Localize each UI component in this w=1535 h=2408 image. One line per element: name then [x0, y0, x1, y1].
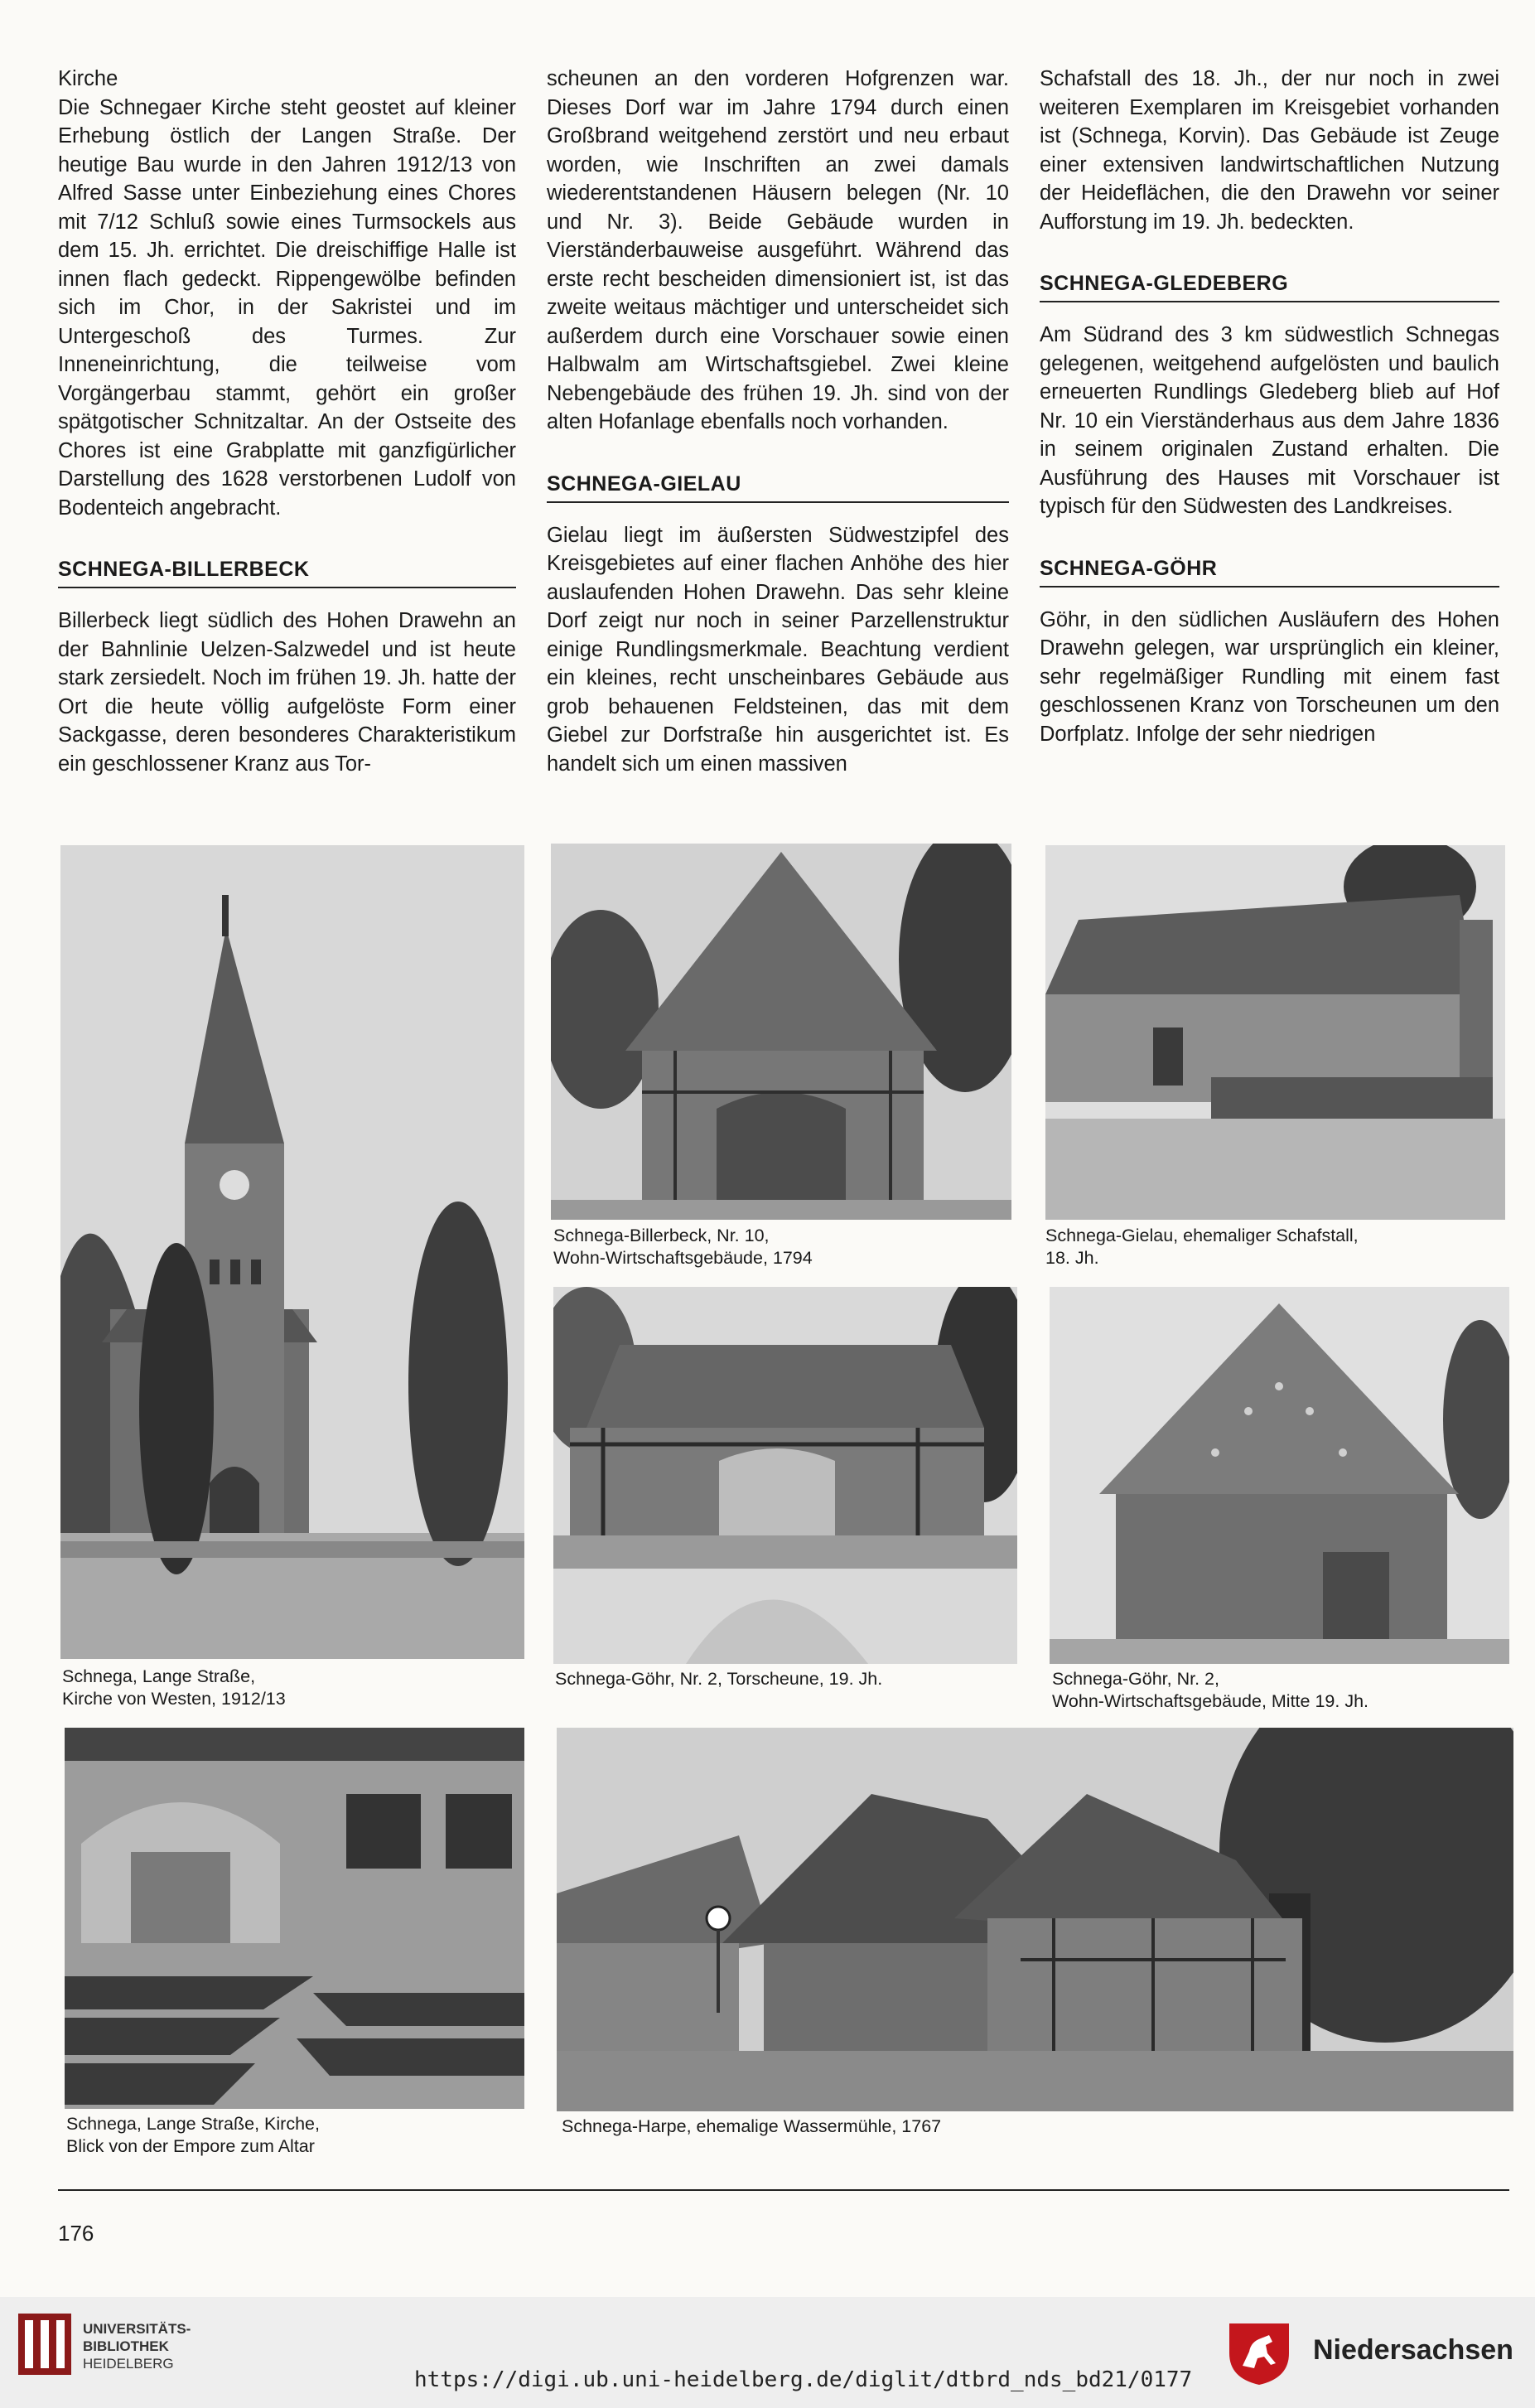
heading-schnega-gielau: SCHNEGA-GIELAU	[547, 470, 1009, 503]
caption-harpe: Schnega-Harpe, ehemalige Wassermühle, 1767	[562, 2116, 942, 2136]
caption-church-interior: Schnega, Lange Straße, Kirche, Blick von der Empore zum Altar	[66, 2114, 320, 2156]
paragraph-billerbeck: Billerbeck liegt südlich des Hohen Drawehn an der Bahnlinie Uelzen-Salzwedel und ist heute stark zersiedelt. Noch im frühen 19. Jh. hatte der Ort die heute völlig aufgelöste Form einer Sackgasse, deren besonderes Charakteristikum ein geschlossener Kranz aus Tor-	[58, 609, 516, 776]
bottom-rule	[58, 2189, 1509, 2191]
caption-goehr-house: Schnega-Göhr, Nr. 2, Wohn-Wirtschaftsgebäude, Mitte 19. Jh.	[1052, 1669, 1369, 1711]
permalink-url[interactable]: https://digi.ub.uni-heidelberg.de/diglit/dtbrd_nds_bd21/0177	[414, 2367, 1193, 2392]
caption-church-exterior: Schnega, Lange Straße, Kirche von Westen, 1912/13	[62, 1666, 286, 1709]
page-number: 176	[58, 2221, 94, 2246]
photo-gielau-sheepfold	[1045, 845, 1505, 1220]
text-column-1	[58, 65, 516, 778]
photo-goehr-house	[1050, 1287, 1509, 1664]
photo-harpe-watermill	[557, 1728, 1513, 2111]
photo-billerbeck-house	[551, 844, 1011, 1220]
paragraph-gielau-cont: Schafstall des 18. Jh., der nur noch in zwei weiteren Exemplaren im Kreisgebiet vorhanden ist (Schnega, Korvin). Das Gebäude ist Zeuge einer extensiven landwirtschaftlichen Nutzung der Heideflächen, die den Drawehn vor seiner Aufforstung im 19. Jh. bedeckten.	[1040, 67, 1499, 234]
text-column-2	[547, 65, 1009, 778]
caption-goehr-torscheune: Schnega-Göhr, Nr. 2, Torscheune, 19. Jh.	[555, 1669, 883, 1689]
text-column-3	[1040, 65, 1499, 748]
paragraph-goehr: Göhr, in den südlichen Ausläufern des Hohen Drawehn gelegen, war ursprünglich ein kleiner, sehr regelmäßiger Rundling mit einem fast geschlossenen Kranz von Torscheunen um den Dorfplatz. Infolge der sehr niedrigen	[1040, 607, 1499, 746]
caption-gielau: Schnega-Gielau, ehemaliger Schafstall, 18. Jh.	[1045, 1226, 1359, 1268]
section-label-kirche: Kirche	[58, 67, 118, 90]
lower-saxony-horse-icon[interactable]	[1226, 2320, 1292, 2386]
library-name[interactable]: UNIVERSITÄTS- BIBLIOTHEK HEIDELBERG	[83, 2321, 191, 2372]
photo-goehr-torscheune	[553, 1287, 1017, 1664]
photo-church-exterior	[60, 845, 524, 1659]
heading-schnega-gledeberg: SCHNEGA-GLEDEBERG	[1040, 269, 1499, 302]
caption-billerbeck: Schnega-Billerbeck, Nr. 10, Wohn-Wirtschaftsgebäude, 1794	[553, 1226, 813, 1268]
paragraph-gledeberg: Am Südrand des 3 km südwestlich Schnegas gelegenen, weitgehend aufgelösten und baulich erneuerten Rundlings Gledeberg blieb auf Hof Nr. 10 ein Vierständerhaus aus dem Jahre 1836 in seinem originalen Zustand erhalten. Die Ausführung des Hauses mit Vorschauer ist typisch für den Südwesten des Landkreises.	[1040, 323, 1499, 518]
state-name[interactable]: Niedersachsen	[1313, 2334, 1513, 2366]
paragraph-kirche: Die Schnegaer Kirche steht geostet auf kleiner Erhebung östlich der Langen Straße. Der heutige Bau wurde in den Jahren 1912/13 von Alfred Sasse unter Einbeziehung eines Chores mit 7/12 Schluß sowie eines Turmsockels aus dem 15. Jh. errichtet. Die dreischiffige Halle ist innen flach gedeckt. Rippengewölbe befinden sich im Chor, in der Sakristei und im Untergeschoß des Turmes. Zur Inneneinrichtung, die teilweise vom Vorgängerbau stammt, gehört ein großer spätgotischer Schnitzaltar. An der Ostseite des Chores ist eine Grabplatte mit ganzfigürlicher Darstellung des 1628 verstorbenen Ludolf von Bodenteich angebracht.	[58, 95, 516, 520]
heading-schnega-billerbeck: SCHNEGA-BILLERBECK	[58, 555, 516, 588]
paragraph-gielau: Gielau liegt im äußersten Südwestzipfel des Kreisgebietes auf einer flachen Anhöhe des hier auslaufenden Hohen Drawehn. Das sehr kleine Dorf zeigt nur noch in seiner Parzellenstruktur einige Rundlingsmerkmale. Beachtung verdient ein kleines, recht unscheinbares Gebäude aus grob behauenen Feldsteinen, das mit dem Giebel zur Dorfstraße hin ausgerichtet ist. Es handelt sich um einen massiven	[547, 523, 1009, 776]
paragraph-billerbeck-cont: scheunen an den vorderen Hofgrenzen war. Dieses Dorf war im Jahre 1794 durch einen Großbrand weitgehend zerstört und neu erbaut worden, wie Inschriften an zwei damals wiederentstandenen Häusern belegen (Nr. 10 und Nr. 3). Beide Gebäude wurden in Vierständerbauweise ausgeführt. Während das erste recht bescheiden dimensioniert ist, ist das zweite weitaus mächtiger und unterscheidet sich außerdem durch eine Vorschauer sowie einen Halbwalm am Wirtschaftsgiebel. Zwei kleine Nebengebäude des frühen 19. Jh. sind von der alten Hofanlage ebenfalls noch vorhanden.	[547, 67, 1009, 433]
photo-church-interior	[65, 1728, 524, 2109]
ub-heidelberg-logo-icon[interactable]	[18, 2314, 71, 2375]
heading-schnega-goehr: SCHNEGA-GÖHR	[1040, 554, 1499, 587]
